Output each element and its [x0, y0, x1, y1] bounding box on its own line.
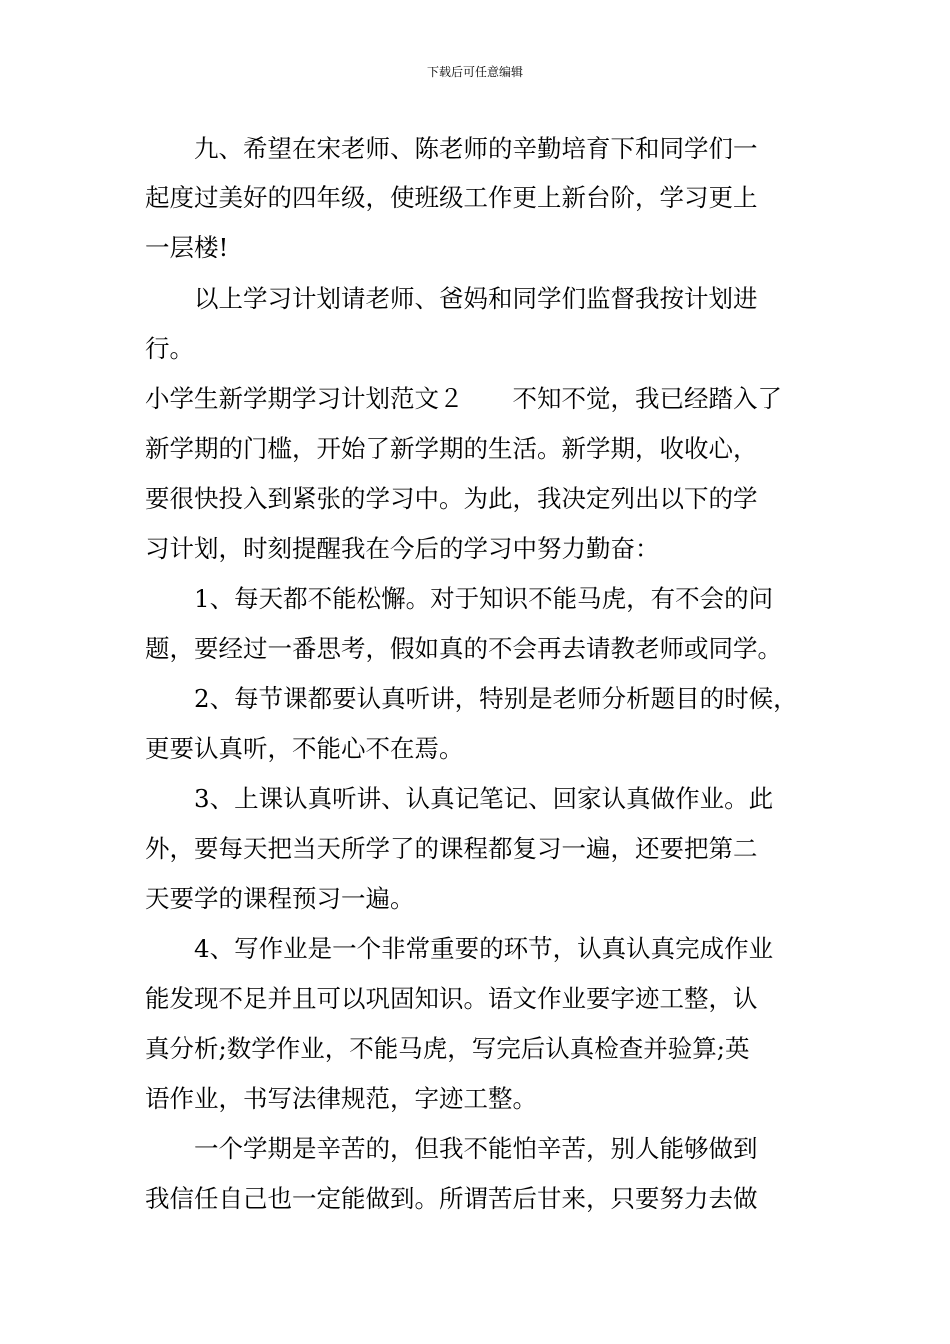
text-line: 以上学习计划请老师、爸妈和同学们监督我按计划进	[145, 284, 758, 313]
text-line: 3、上课认真听讲、认真记笔记、回家认真做作业。此	[145, 784, 774, 813]
text-line: 习计划，时刻提醒我在今后的学习中努力勤奋：	[145, 534, 660, 563]
text-line: 我信任自己也一定能做到。所谓苦后甘来，只要努力去做	[145, 1184, 758, 1213]
text-line: 4、写作业是一个非常重要的环节，认真认真完成作业	[145, 934, 774, 963]
text-line: 1、每天都不能松懈。对于知识不能马虎，有不会的问	[145, 584, 774, 613]
text-line: 真分析;数学作业，不能马虎，写完后认真检查并验算;英	[145, 1034, 750, 1063]
text-line: 要很快投入到紧张的学习中。为此，我决定列出以下的学	[145, 484, 758, 513]
text-line: 更要认真听，不能心不在焉。	[145, 734, 464, 763]
text-line: 新学期的门槛，开始了新学期的生活。新学期，收收心，	[145, 434, 758, 463]
text-line: 一个学期是辛苦的，但我不能怕辛苦，别人能够做到	[145, 1134, 758, 1163]
text-line: 天要学的课程预习一遍。	[145, 884, 415, 913]
text-line: 外，要每天把当天所学了的课程都复习一遍，还要把第二	[145, 834, 758, 863]
text-line: 小学生新学期学习计划范文２ 不知不觉，我已经踏入了	[145, 384, 782, 413]
text-line: 一层楼!	[145, 233, 229, 262]
text-line: 2、每节课都要认真听讲，特别是老师分析题目的时候，	[145, 684, 798, 713]
text-line: 起度过美好的四年级，使班级工作更上新台阶，学习更上	[145, 183, 758, 212]
text-line: 能发现不足并且可以巩固知识。语文作业要字迹工整，认	[145, 984, 758, 1013]
text-line: 题，要经过一番思考，假如真的不会再去请教老师或同学。	[145, 634, 782, 663]
text-line: 语作业，书写法律规范，字迹工整。	[145, 1084, 537, 1113]
text-line: 行。	[145, 334, 194, 363]
page-header: 下载后可任意编辑	[426, 65, 523, 79]
text-line: 九、希望在宋老师、陈老师的辛勤培育下和同学们一	[145, 134, 758, 163]
